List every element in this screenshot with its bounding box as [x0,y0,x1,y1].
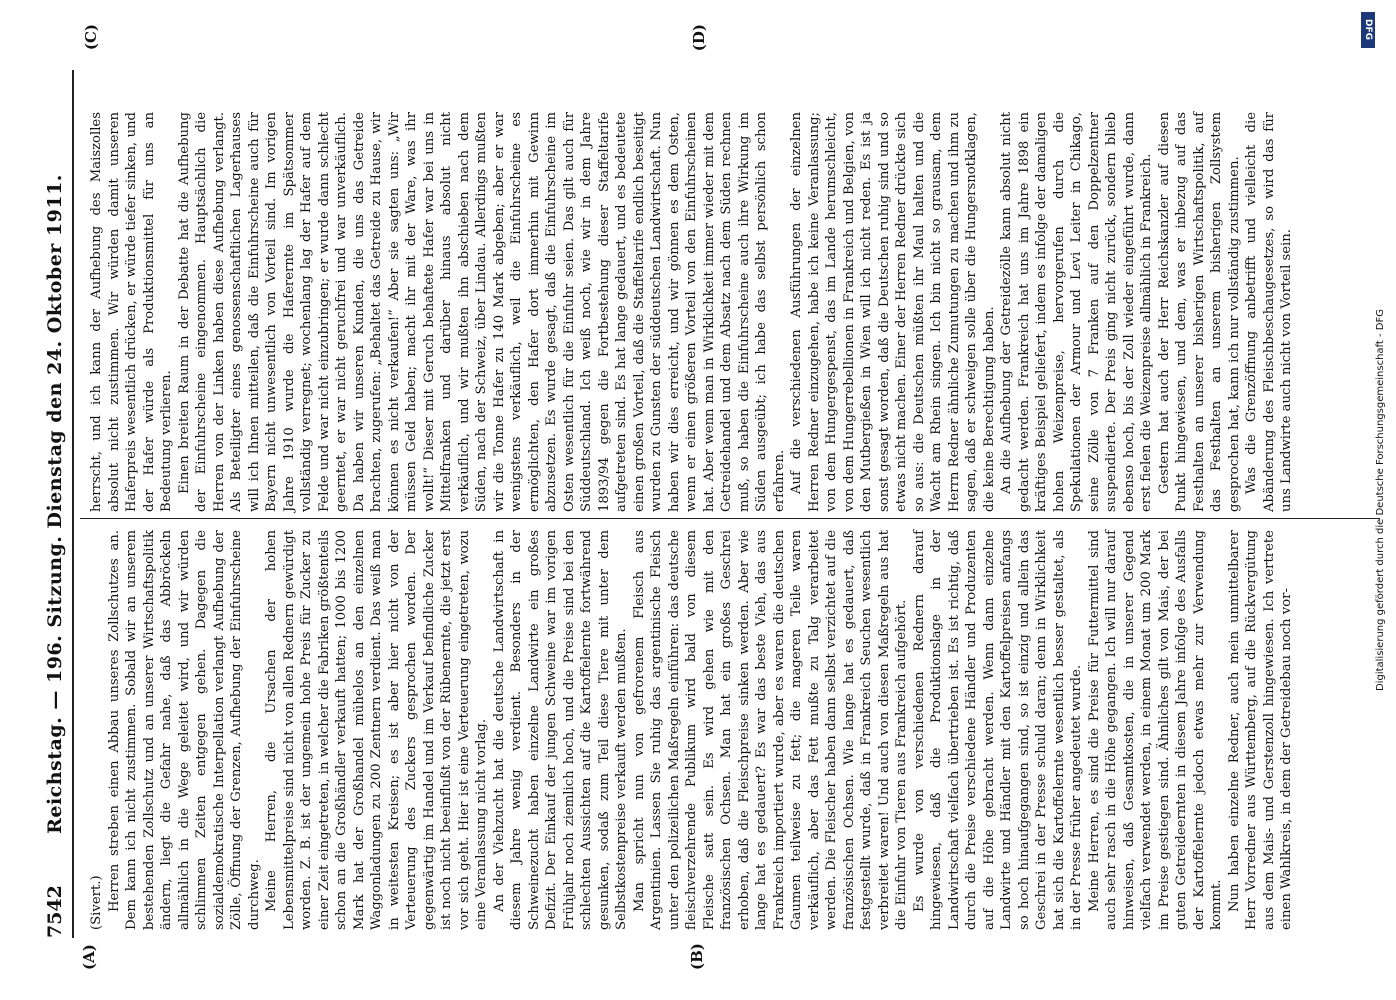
digitization-note-text: Digitalisierung gefördert durch die Deutsche Forschungsgemeinschaft - DFG [1375,309,1386,692]
paragraph: Meine Herren, es sind die Preise für Futtermittel sind auch sehr rasch in die Höhe gegangen. Ich will nur darauf hinweisen, daß Gesamtkosten, die in unserer Gegend vielfach verwendet werden, in einem Monat um 200 Mark im Preise gestiegen sind. Ähnliches gilt von Mais, der bei guten Getreideernten in diesem Jahre infolge des Ausfalls der Kartoffelernte jedoch etwas mehr zur Verwendung kommt. [1086,530,1224,930]
digitization-note [1352,0,1386,1000]
paragraph: Es wurde von verschiedenen Rednern darauf hingewiesen, daß die Produktionslage in der Landwirtschaft vielfach übertrieben ist. Es ist richtig, daß durch die Preise verschiedene Händler und Produzenten auf die Höhe gebracht werden. Wenn dann einzelne Landwirte und Händler mit den Kartoffelpreisen anfangs so hoch hinaufgegangen sind, so ist einzig und allein das Geschrei in der Presse schuld daran; denn in Wirklichkeit hat sich die Kartoffelernte wesentlich besser gestaltet, als in der Presse früher angedeutet wurde. [911,530,1084,930]
margin-mark-d: (D) [690,24,708,52]
left-column [88,530,1296,930]
page-header [40,70,74,938]
paragraph: An der Viehzucht hat die deutsche Landwirtschaft in diesem Jahre wenig verdient. Besonders in der Schweinezucht haben einzelne Landwirte ein großes Defizit. Der Einkauf der jungen Schweine war im vorigen Frühjahr noch ziemlich hoch, und die Preise sind bei den schlechten Aussichten auf die Kartoffelernte fortwährend gesunken, sodaß zum Teil diese Tiere mit unter dem Selbstkostenpreise verkauft werden mußten. [491,530,629,930]
paragraph: Gestern hat auch der Herr Reichskanzler auf diesen Punkt hingewiesen, und dem, was er inbezug auf das Festhalten an unserer bisherigen Wirtschaftspolitik, auf das Festhalten an unserem bisherigen Zollsystem gesprochen hat, kann ich nur vollständig zustimmen. [1156,112,1242,512]
paragraph: Auf die verschiedenen Ausführungen der einzelnen Herren Redner einzugehen, habe ich keine Veranlassung; von dem Hungergespenst, das im Lande herumschleicht, von dem Hungerrebellionen in Frankreich und Belgien, von den Mutbergießen in Wien will ich nicht reden. Es ist ja sonst gesagt worden, daß die Deutschen ruhig sind und so etwas nicht machen. Einer der Herren Redner drückte sich so aus: die Deutschen müßten ihr Maul halten und die Wacht am Rhein singen. Ich bin nicht so grausam, dem Herrn Redner ähnliche Zumutungen zu machen und ihm zu sagen, daß er schweigen solle über die Hungersnotklagen, die keine Berechtigung haben. [789,112,997,512]
margin-mark-c: (C) [82,24,100,51]
page-number: 7542 [44,885,66,938]
page-running-title: Reichstag. — 196. Sitzung. Dienstag den 24. Oktober 1911. [44,174,66,834]
paragraph: Meine Herren, die Ursachen der hohen Lebensmittelpreise sind nicht von allen Rednern gewürdigt worden. Z. B. ist der ungemein hohe Preis für Zucker zu einer Zeit eingetreten, in welcher die Fabriken größtenteils schon an die Großhändler verkauft hatten; 1000 bis 1200 Mark hat der Großhandel mühelos an den einzelnen Waggonladungen zu 200 Zentnern verdient. Das weiß man in weitesten Kreisen; es ist aber hier nicht von der Verteuerung des Zuckers gesprochen worden. Der gegenwärtig im Handel und im Verkauf befindliche Zucker ist noch nicht beeinflußt von der Rübenernte, die jetzt erst vor sich geht. Hier ist eine Verteuerung eingetreten, wozu eine Veranlassung nicht vorlag. [264,530,489,930]
paragraph: Herren streben einen Abbau unseres Zollschutzes an. Dem kann ich nicht zustimmen. Sobald wir an unserem bestehenden Zollschutz und an unserer Wirtschaftspolitik ändern, liegt die Gefahr nahe, daß das Abbröckeln allmählich in die Wege geleitet wird, und wir würden schlimmen Zeiten entgegen gehen. Dagegen die sozialdemokratische Interpellation verlangt Aufhebung der Zölle, Öffnung der Grenzen, Aufhebung der Einfuhrscheine durchweg. [106,530,262,930]
paragraph: herrscht, und ich kann der Aufhebung des Maiszolles absolut nicht zustimmen. Wir würden damit unseren Haferpreis wesentlich drücken, er würde tiefer sinken, und der Hafer würde als Produktionsmittel für uns an Bedeutung verlieren. [89,112,174,512]
paragraph: Man spricht nun von gefrorenem Fleisch aus Argentinien. Lassen Sie ruhig das argentinische Fleisch unter den polizeilichen Maßregeln einführen: das deutsche fleischverzehrende Publikum wird bald von diesem Fleische satt sein. Es wird gehen wie mit den französischen Ochsen. Man hat ein großes Geschrei erhoben, daß die Fleischpreise sinken werden. Aber wie lange hat es gedauert? Es war das beste Vieh, das aus Frankreich importiert wurde, aber es waren die deutschen Gaumen teilweise zu fett; die mageren Teile waren verkäuflich, aber das Fett mußte zu Talg verarbeitet werden. Die Fleischer haben dann selbst verzichtet auf die französischen Ochsen. Wie lange hat es gedauert, daß festgestellt wurde, daß in Frankreich Seuchen wesentlich verbreitet waren! Und auch von diesen Maßregeln aus hat die Einfuhr von Tieren aus Frankreich aufgehört. [631,530,909,930]
paragraph: Einen breiten Raum in der Debatte hat die Aufhebung der Einfuhrscheine eingenommen. Hauptsächlich die Herren von der Linken haben diese Aufhebung verlangt. Als Beteiligter eines genossenschaftlichen Lagerhauses will ich Ihnen mitteilen, daß die Einfuhrscheine auch für Bayern nicht unwesentlich von Vorteil sind. Im vorigen Jahre 1910 wurde die Haferernte im Spätsommer vollständig verregnet; wochenlang lag der Hafer auf dem Felde und war nicht einzubringen; er wurde dann schlecht geerntet, er war nicht geruchfrei und war unverkäuflich. Da haben wir unseren Kunden, die uns das Getreide brachten, zugerufen: „Behaltet das Getreide zu Hause, wir können es nicht verkaufen!“ Aber sie sagten uns: „Wir müssen Geld haben; macht ihr mit der Ware, was ihr wollt!“ Dieser mit Geruch behaftete Hafer war bei uns in Mittelfranken und darüber hinaus absolut nicht verkäuflich, und wir mußten ihn abschieben nach dem Süden, nach der Schweiz, über Lindau. Allerdings mußten wir die Tonne Hafer zu 140 Mark abgeben; aber er war wenigstens verkäuflich, weil die Einfuhrscheine es ermöglichten, den Hafer dort immerhin mit Gewinn abzusetzen. Es wurde gesagt, daß die Einfuhrscheine im Osten wesentlich für die Einfuhr seien. Das gilt auch für Süddeutschland. Ich weiß noch, wie wir in dem Jahre 1893/94 gegen die Fortbestehung dieser Staffeltarife aufgetreten sind. Es hat lange gedauert, und es bedeutete einen großen Vorteil, daß die Staffeltarife endlich beseitigt wurden zu Gunsten der süddeutschen Landwirtschaft. Nun haben wir dies erreicht, und wir gönnen es dem Osten, wenn er einen größeren Vorteil von den Einfuhrscheinen hat. Aber wenn man in Wirklichkeit immer wieder mit dem Getreidehandel und dem Absatz nach dem Süden rechnen muß, so haben die Einfuhrscheine auch ihre Wirkung im Süden ausgeübt; ich habe das selbst persönlich schon erfahren. [176,112,787,512]
speaker-name: (Sivert.) [89,875,104,930]
paragraph: Nun haben einzelne Redner, auch mein unmittelbarer Herr Vorredner aus Württemberg, auf die Rückvergütung aus dem Mais- und Gerstenzoll hingewiesen. Ich vertrete einen Wahlkreis, in dem der Getreidebau noch vor- [1226,530,1294,930]
margin-mark-a: (A) [80,944,98,970]
right-column [88,112,1296,512]
paragraph: An die Aufhebung der Getreidezölle kann absolut nicht gedacht werden. Frankreich hat uns im Jahre 1898 ein kräftiges Beispiel geliefert, indem es infolge der damaligen hohen Weizenpreise, hervorgerufen durch die Spekulationen der Armour und Levi Leiter in Chikago, seine Zölle von 7 Franken auf den Doppelzentner suspendierte. Der Preis ging nicht zurück, sondern blieb ebenso hoch, bis der Zoll wieder eingeführt wurde, dann erst fielen die Weizenpreise allmählich in Frankreich. [999,112,1154,512]
paragraph: Was die Grenzöffnung anbetrifft und vielleicht die Abänderung des Fleischbeschaugesetzes, so wird das für uns Landwirte auch nicht von Vorteil sein. [1244,112,1294,512]
margin-mark-b: (B) [688,943,706,970]
column-divider [80,518,1380,519]
dfg-logo: DFG [1361,12,1375,48]
